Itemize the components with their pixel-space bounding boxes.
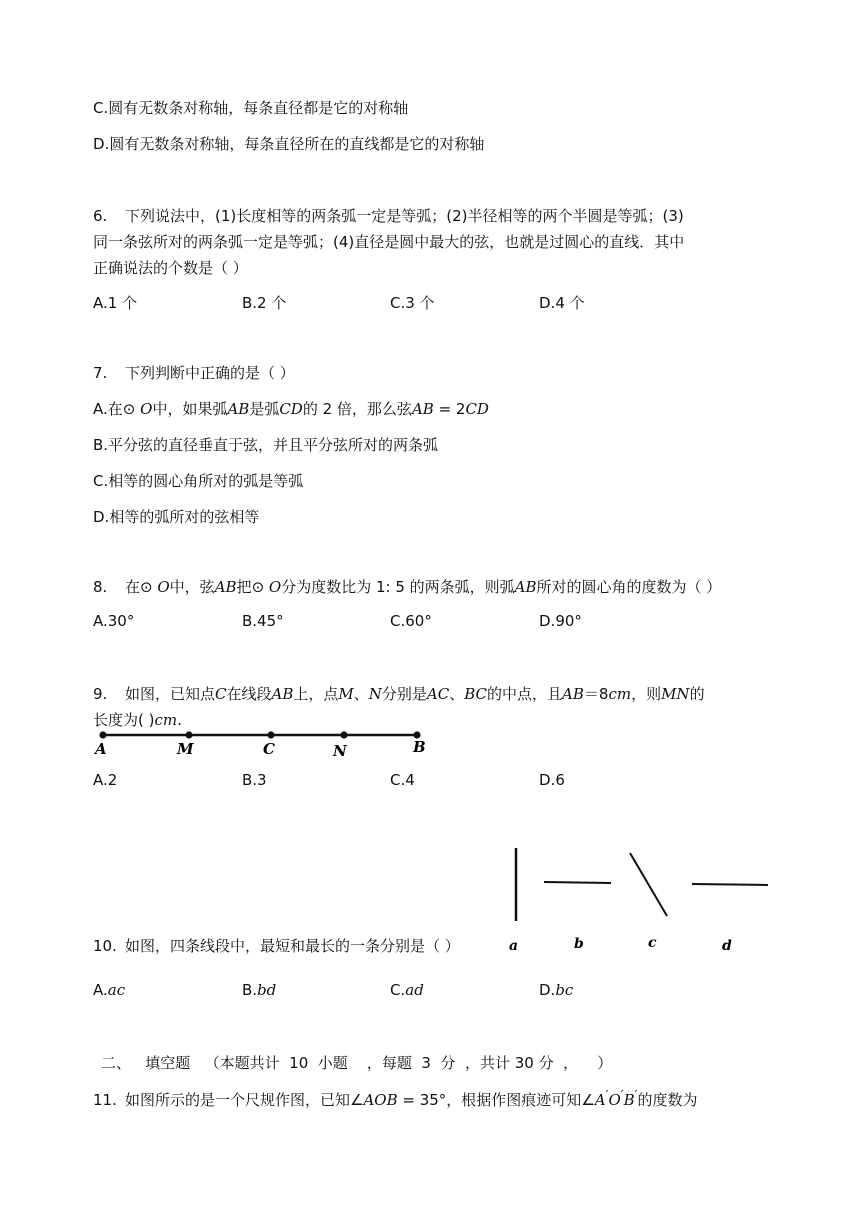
q6-number: 6. — [93, 207, 108, 225]
section-2-heading: 二、 填空题 （本题共计 10 小题 ，每题 3 分 ，共计 30 分 ， ） — [101, 1054, 613, 1072]
q5-option-d: D.圆有无数条对称轴，每条直径所在的直线都是它的对称轴 — [93, 135, 485, 153]
q8-option-b: B.45° — [242, 612, 284, 630]
q7-option-b: B.平分弦的直径垂直于弦，并且平分弦所对的两条弧 — [93, 436, 439, 454]
q6-stem-line3: 正确说法的个数是（ ） — [93, 259, 248, 277]
q8-option-d: D.90° — [539, 612, 582, 630]
q7-option-d: D.相等的弧所对的弦相等 — [93, 508, 260, 526]
q8-stem: 8. 在⊙ O中，弦AB把⊙ O分为度数比为 1: 5 的两条弧，则弧AB所对的圆心角的度数为（ ） — [93, 578, 722, 596]
q6-option-a: A.1 个 — [93, 294, 138, 312]
point-c — [267, 731, 274, 738]
q10-option-a: A.ac — [93, 981, 126, 999]
q10-number: 10. — [93, 937, 117, 955]
q11-stem: 11. 如图所示的是一个尺规作图，已知∠AOB = 35°，根据作图痕迹可知∠A′O′B′的度数为 — [93, 1087, 698, 1109]
q8-option-c: C.60° — [390, 612, 432, 630]
q6-option-b: B.2 个 — [242, 294, 287, 312]
segment-d — [692, 884, 768, 885]
q9-option-d: D.6 — [539, 771, 565, 789]
q10-segments-figure — [505, 845, 775, 955]
segment-label-d: d — [722, 938, 732, 954]
segment-b — [544, 882, 611, 883]
q9-number: 9. — [93, 685, 108, 703]
segment-label-b: b — [574, 936, 584, 952]
point-m — [185, 731, 192, 738]
q7-option-c: C.相等的圆心角所对的弧是等弧 — [93, 472, 304, 490]
label-c: C — [263, 740, 275, 758]
q10-stem: 10. 如图，四条线段中，最短和最长的一条分别是（ ） — [93, 937, 460, 955]
q9-option-c: C.4 — [390, 771, 415, 789]
q9-segment-figure — [95, 728, 425, 758]
q10-option-d: D.bc — [539, 981, 574, 999]
q9-option-b: B.3 — [242, 771, 267, 789]
q8-number: 8. — [93, 578, 108, 596]
segment-label-a: a — [509, 938, 519, 954]
q6-stem-line2: 同一条弦所对的两条弧一定是等弧；(4)直径是圆中最大的弦，也就是过圆心的直线．其中 — [93, 233, 685, 251]
label-n: N — [333, 742, 347, 760]
q7-stem: 7. 下列判断中正确的是（ ） — [93, 364, 295, 382]
q10-option-b: B.bd — [242, 981, 277, 999]
point-n — [340, 731, 347, 738]
q9-stem-line2: 长度为( )cm. — [93, 711, 182, 729]
label-b: B — [413, 738, 426, 756]
q9-stem-line1: 9. 如图，已知点C在线段AB上，点M、N分别是AC、BC的中点，且AB＝8cm，则MN的 — [93, 685, 705, 703]
q10-option-c: C.ad — [390, 981, 424, 999]
q5-option-c: C.圆有无数条对称轴，每条直径都是它的对称轴 — [93, 99, 409, 117]
q6-option-d: D.4 个 — [539, 294, 585, 312]
label-a: A — [95, 740, 107, 758]
segment-c — [630, 853, 667, 916]
q8-option-a: A.30° — [93, 612, 135, 630]
q7-number: 7. — [93, 364, 108, 382]
q6-option-c: C.3 个 — [390, 294, 435, 312]
q7-option-a: A.在⊙ O中，如果弧AB是弧CD的 2 倍，那么弦AB = 2CD — [93, 400, 489, 418]
q6-stem-line1: 6. 下列说法中，(1)长度相等的两条弧一定是等弧；(2)半径相等的两个半圆是等弧；(3) — [93, 207, 684, 225]
label-m: M — [177, 740, 194, 758]
point-a — [99, 731, 106, 738]
q11-number: 11. — [93, 1091, 117, 1109]
q9-option-a: A.2 — [93, 771, 118, 789]
segment-label-c: c — [648, 935, 657, 951]
